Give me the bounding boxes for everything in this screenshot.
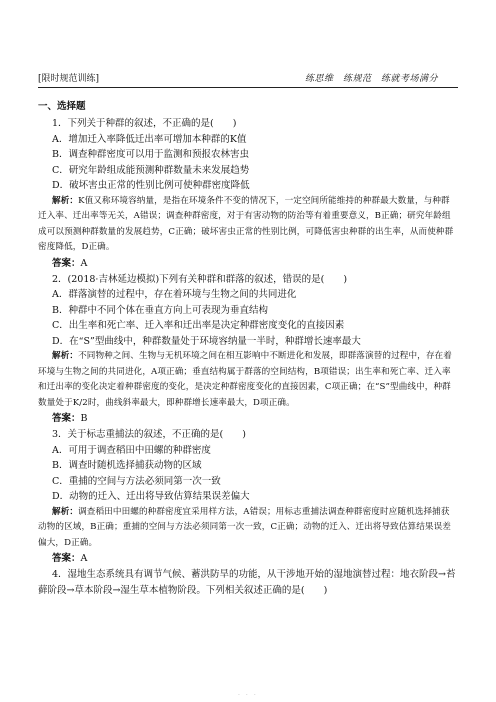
content	[38, 99, 458, 598]
answer-value: A	[80, 257, 88, 269]
question-stem: 3．关于标志重捕法的叙述，不正确的是( )	[52, 429, 246, 440]
option-a: A．增加迁入率降低迁出率可增加本种群的K值	[52, 133, 247, 145]
option-b: B．调查种群密度可以用于监测和预报农林害虫	[52, 149, 249, 160]
answer-label: 答案：	[52, 553, 81, 564]
question-3	[38, 427, 458, 567]
explanation-text: 调查稻田中田螺的种群密度宜采用样方法，A错误；用标志重捕法调查种群密度时应随机选择捕获动物的区域，B正确；重捕的空间与方法必须同第一次一致，C正确；动物的迁入、迁出将导致估算结果误差偏大，D正确。	[38, 506, 452, 548]
question-stem: 4．湿地生态系统具有调节气候、蓄洪防旱的功能，从干涉地开始的湿地演替过程：地衣阶段→苔藓阶段→草本阶段→湿生草本植物阶段。下列相关叙述正确的是( )	[38, 569, 456, 596]
answer-value: A	[80, 553, 88, 564]
footer-mark: · · ·	[238, 692, 256, 699]
question-stem: 1．下列关于种群的叙述，不正确的是( )	[52, 118, 237, 129]
answer-label: 答案：	[52, 413, 81, 424]
answer-label: 答案：	[52, 257, 81, 269]
answer	[38, 551, 458, 567]
question-stem: 2．(2018·吉林延边模拟)下列有关种群和群落的叙述，错误的是( )	[52, 273, 348, 285]
explanation-text: 不同物种之间、生物与无机环境之间在相互影响中不断进化和发展，即群落演替的过程中，存在着环境与生物之间的共同进化，A项正确；垂直结构属于群落的空间结构，B项错误；出生率和死亡率、迁入率和迁出率的变化决定着种群密度的变化，是决定种群密度变化的直接因素，C项正确；在“S”型曲线中，种群数量处于K/2时，曲线斜率最大，即种群增长速率最大，D项正确。	[38, 351, 452, 408]
header-rule	[38, 87, 458, 88]
option-d: D．动物的迁入、迁出将导致估算结果误差偏大	[52, 491, 250, 502]
explanation-label: 解析：	[52, 195, 79, 206]
option-c: C．研究年龄组成能预测种群数量未来发展趋势	[52, 164, 250, 176]
explanation-text: K值又称环境容纳量，是指在环境条件不变的情况下，一定空间所能维持的种群最大数量，与种群迁入率、迁出率等无关，A错误；调查种群密度，对于有害动物的防治等有着重要意义，B正确；研究年龄组成可以预测种群数量的发展趋势，C正确；破坏害虫正常的性别比例，可降低害虫种群的出生率，从而使种群密度降低，D正确。	[38, 195, 454, 252]
option-a: A．可用于调查稻田中田螺的种群密度	[52, 444, 211, 456]
option-c: C．出生率和死亡率、迁入率和迁出率是决定种群密度变化的直接因素	[52, 320, 345, 331]
option-c: C．重捕的空间与方法必须同第一次一致	[52, 475, 221, 487]
explanation	[38, 194, 458, 256]
answer	[38, 411, 458, 427]
answer	[38, 256, 458, 272]
question-2	[38, 272, 458, 428]
option-d: D．破坏害虫正常的性别比例可使种群密度降低	[52, 180, 250, 191]
header-motto: 练思维 练规范 练就考场满分	[304, 74, 438, 84]
option-a: A．群落演替的过程中，存在着环境与生物之间的共同进化	[52, 289, 297, 300]
section-title: 一、选择题	[38, 101, 86, 112]
explanation	[38, 349, 458, 411]
option-b: B．调查时随机选择捕获动物的区域	[52, 460, 202, 471]
page-header	[38, 72, 458, 86]
explanation-label: 解析：	[52, 506, 79, 517]
header-tag: [限时规范训练]	[38, 74, 100, 84]
option-d: D．在“S”型曲线中，种群数量处于环境容纳量一半时，种群增长速率最大	[52, 335, 361, 347]
explanation-label: 解析：	[52, 351, 79, 361]
answer-value: B	[80, 413, 88, 424]
question-1	[38, 116, 458, 272]
question-4	[38, 567, 458, 598]
option-b: B．种群中不同个体在垂直方向上可表现为垂直结构	[52, 304, 268, 316]
explanation	[38, 505, 458, 552]
